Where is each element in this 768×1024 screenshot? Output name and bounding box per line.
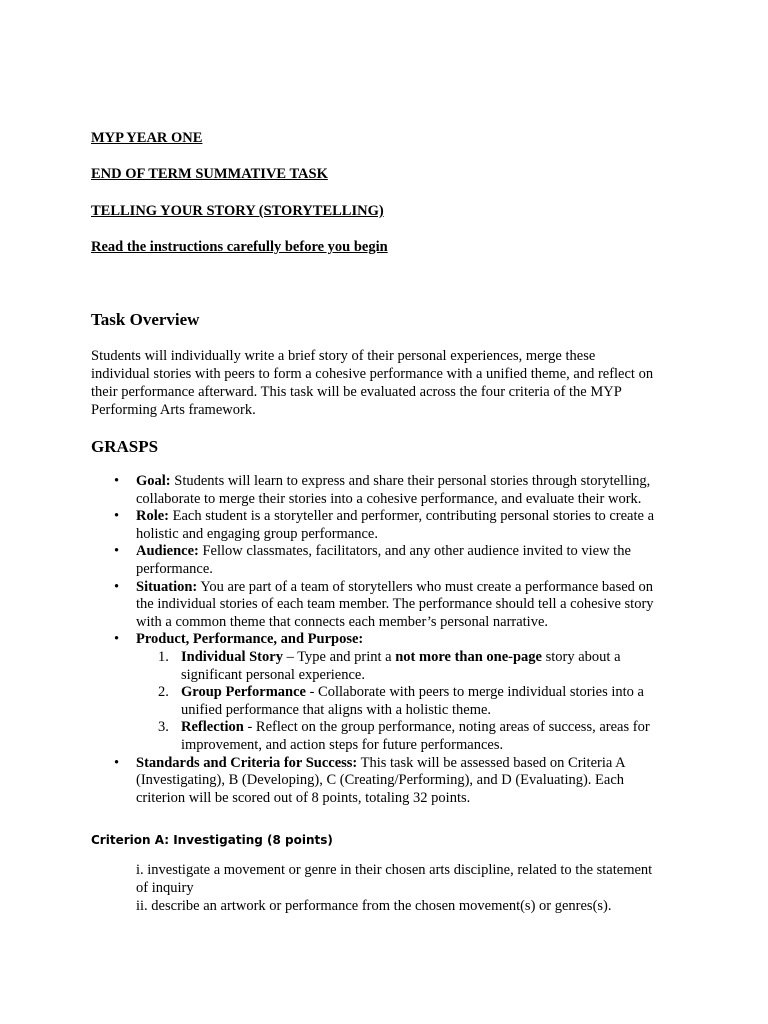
- situation-label: Situation:: [136, 578, 198, 595]
- overview-line: individual stories with peers to form a cohesive performance with a unified theme, and reflect on: [91, 366, 654, 382]
- overview-line: Performing Arts framework.: [91, 402, 256, 418]
- bullet-icon: •: [114, 543, 120, 560]
- audience-text: Fellow classmates, facilitators, and any other audience invited to view the: [198, 543, 631, 560]
- criterion-a-title: Criterion A: Investigating (8 points): [91, 833, 333, 847]
- overview-line: Students will individually write a brief story of their personal experiences, merge these: [91, 348, 596, 364]
- group-performance-label: Group Performance: [181, 684, 306, 701]
- bullet-icon: •: [114, 473, 120, 489]
- individual-story-label: Individual Story: [181, 648, 283, 665]
- individual-story-text: – Type and print a: [282, 648, 396, 665]
- reflection-text: improvement, and action steps for future performances.: [181, 736, 504, 753]
- grasps-heading: GRASPS: [91, 437, 159, 456]
- item-number: 3.: [158, 719, 169, 736]
- list-item-product: [0, 631, 696, 649]
- situation-text: with a common theme that connects each member’s personal narrative.: [136, 613, 549, 630]
- situation-text: the individual stories of each team member. The performance should tell a cohesive story: [136, 596, 654, 613]
- role-text: Each student is a storyteller and performer, contributing personal stories to create a: [169, 508, 655, 525]
- reflection-label: Reflection: [181, 719, 244, 736]
- goal-text: Students will learn to express and share their personal stories through storytelling,: [170, 473, 651, 489]
- individual-story-text: significant personal experience.: [181, 666, 365, 683]
- header-task-title: TELLING YOUR STORY (STORYTELLING): [91, 203, 384, 219]
- criterion-strand: ii. describe an artwork or performance from the chosen movement(s) or genres(s).: [136, 898, 612, 914]
- goal-text: collaborate to merge their stories into a cohesive performance, and evaluate their work.: [136, 490, 642, 507]
- group-performance-text: - Collaborate with peers to merge individual stories into a: [305, 684, 644, 701]
- reflection-text: - Reflect on the group performance, noting areas of success, areas for: [243, 719, 650, 736]
- bullet-icon: •: [114, 631, 120, 648]
- group-performance-text: unified performance that aligns with a holistic theme.: [181, 701, 492, 718]
- task-overview-paragraph: [91, 347, 691, 419]
- individual-story-text: story about a: [541, 648, 621, 665]
- role-text: holistic and engaging group performance.: [136, 525, 378, 542]
- bullet-icon: •: [114, 508, 120, 525]
- list-item-audience: [0, 543, 696, 578]
- criterion-a-strands: [136, 861, 652, 915]
- list-item-standards: [0, 755, 696, 808]
- list-item-reflection: [0, 719, 650, 754]
- grasps-list: [0, 473, 768, 807]
- list-item-group-performance: [0, 684, 644, 719]
- list-item-situation: [0, 579, 696, 632]
- standards-text: (Investigating), B (Developing), C (Creating/Performing), and D (Evaluating). Each: [136, 772, 625, 789]
- list-item-role: [0, 508, 696, 543]
- item-number: 2.: [158, 684, 169, 701]
- header-instructions: Read the instructions carefully before you begin: [91, 239, 388, 255]
- standards-label: Standards and Criteria for Success:: [136, 754, 358, 771]
- bullet-icon: •: [114, 578, 120, 595]
- page-limit-emphasis: not more than one-page: [395, 648, 542, 665]
- header-year: MYP YEAR ONE: [91, 130, 203, 146]
- criterion-strand: of inquiry: [136, 880, 194, 896]
- product-label: Product, Performance, and Purpose:: [136, 631, 364, 648]
- criterion-strand: i. investigate a movement or genre in their chosen arts discipline, related to the statement: [136, 862, 653, 878]
- item-number: 1.: [158, 648, 169, 665]
- product-numbered-list: [0, 648, 650, 755]
- overview-line: their performance afterward. This task will be evaluated across the four criteria of the MYP: [91, 384, 622, 400]
- standards-text: This task will be assessed based on Criteria A: [357, 754, 626, 771]
- list-item-individual-story: [0, 648, 621, 684]
- situation-text: You are part of a team of storytellers who must create a performance based on: [197, 578, 654, 595]
- list-item-goal: [0, 473, 696, 508]
- audience-label: Audience:: [136, 543, 199, 560]
- audience-text: performance.: [136, 560, 213, 577]
- header-task-type: END OF TERM SUMMATIVE TASK: [91, 166, 328, 182]
- role-label: Role:: [136, 508, 170, 525]
- bullet-icon: •: [114, 754, 120, 771]
- task-overview-heading: Task Overview: [91, 310, 200, 329]
- goal-label: Goal:: [136, 473, 171, 489]
- standards-text: criterion will be scored out of 8 points, totaling 32 points.: [136, 789, 471, 806]
